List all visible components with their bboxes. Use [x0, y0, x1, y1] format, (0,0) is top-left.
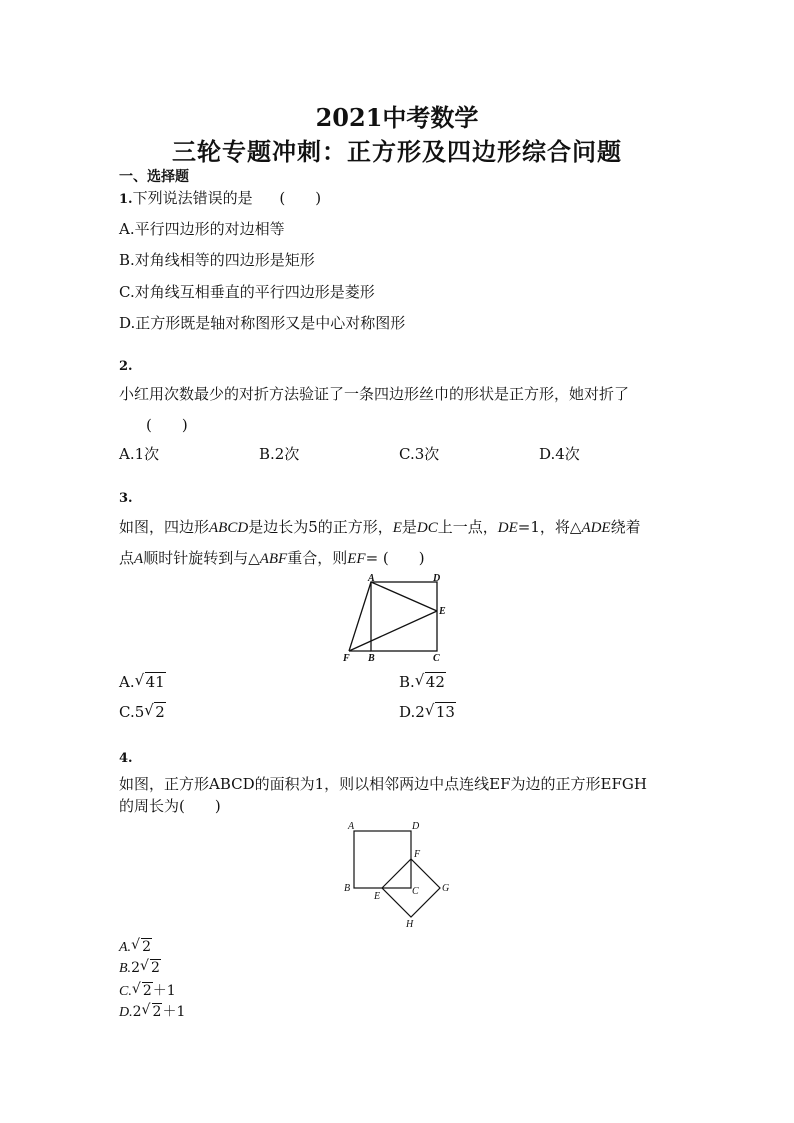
fig4-label-a: A: [348, 821, 355, 832]
question-1-option-d: D.正方形既是轴对称图形又是中心对称图形: [119, 314, 406, 332]
fig4-label-f: F: [414, 849, 421, 860]
question-2-option-b: B.2次: [259, 445, 300, 463]
question-1-option-a: A.平行四边形的对边相等: [119, 220, 285, 238]
question-4-option-d: D.2 √ 2＋1: [119, 1002, 186, 1020]
question-3-option-a: A. √ 41: [119, 671, 165, 691]
fig3-label-f: F: [343, 653, 350, 664]
fig4-label-h: H: [406, 919, 414, 930]
question-3-text-line1: 如图，四边形ABCD是边长为5的正方形，E是DC上一点，DE=1，将△ADE绕着: [119, 518, 641, 536]
question-1-option-b: B.对角线相等的四边形是矩形: [119, 251, 315, 269]
section-heading: 一、选择题: [119, 169, 189, 185]
question-2-option-c: C.3次: [399, 445, 440, 463]
question-4-text-line1: 如图，正方形ABCD的面积为1，则以相邻两边中点连线EF为边的正方形EFGH: [119, 775, 647, 793]
question-1-paren: ( ): [279, 189, 322, 207]
fig4-label-d: D: [412, 821, 420, 832]
question-4-text-line2: 的周长为( ): [119, 797, 221, 815]
fig4-label-g: G: [442, 883, 450, 894]
question-2-option-d: D.4次: [539, 445, 580, 463]
question-3-option-b: B. √ 42: [399, 671, 445, 691]
question-4-option-c: C. √ 2＋1: [119, 981, 176, 999]
fig3-label-b: B: [368, 653, 375, 664]
question-2-text: 小红用次数最少的对折方法验证了一条四边形丝巾的形状是正方形，她对折了: [119, 385, 630, 403]
fig3-label-c: C: [433, 653, 440, 664]
question-3-text-line2: 点A顺时针旋转到与△ABF重合，则EF= ( ): [119, 549, 425, 567]
question-2-number: 2.: [119, 359, 133, 374]
fig3-label-a: A: [368, 573, 375, 584]
question-4-number: 4.: [119, 751, 133, 766]
fig3-label-e: E: [439, 606, 446, 617]
question-1-number: 1.: [119, 192, 133, 207]
question-2-paren: ( ): [146, 416, 188, 434]
square-abcd: [354, 831, 411, 888]
question-3-number: 3.: [119, 491, 133, 506]
fig4-label-e: E: [374, 891, 381, 902]
square-abcd: [371, 582, 437, 651]
question-1-option-c: C.对角线互相垂直的平行四边形是菱形: [119, 283, 375, 301]
document-subtitle: 三轮专题冲刺：正方形及四边形综合问题: [172, 137, 622, 166]
fig4-label-b: B: [344, 883, 351, 894]
question-4-option-b: B.2 √ 2: [119, 958, 160, 976]
question-1-stem: [119, 187, 321, 208]
question-3-option-d: D.2 √ 13: [399, 701, 455, 721]
fig4-label-c: C: [412, 886, 419, 897]
document-title: 2021中考数学: [315, 103, 479, 132]
question-4-figure: [338, 815, 463, 933]
question-3-figure: [338, 573, 458, 665]
question-1-text: 下列说法错误的是: [132, 189, 253, 207]
fig3-label-d: D: [433, 573, 441, 584]
question-4-option-a: A. √ 2: [119, 937, 151, 955]
question-2-option-a: A.1次: [119, 445, 160, 463]
question-3-option-c: C.5 √ 2: [119, 701, 165, 721]
